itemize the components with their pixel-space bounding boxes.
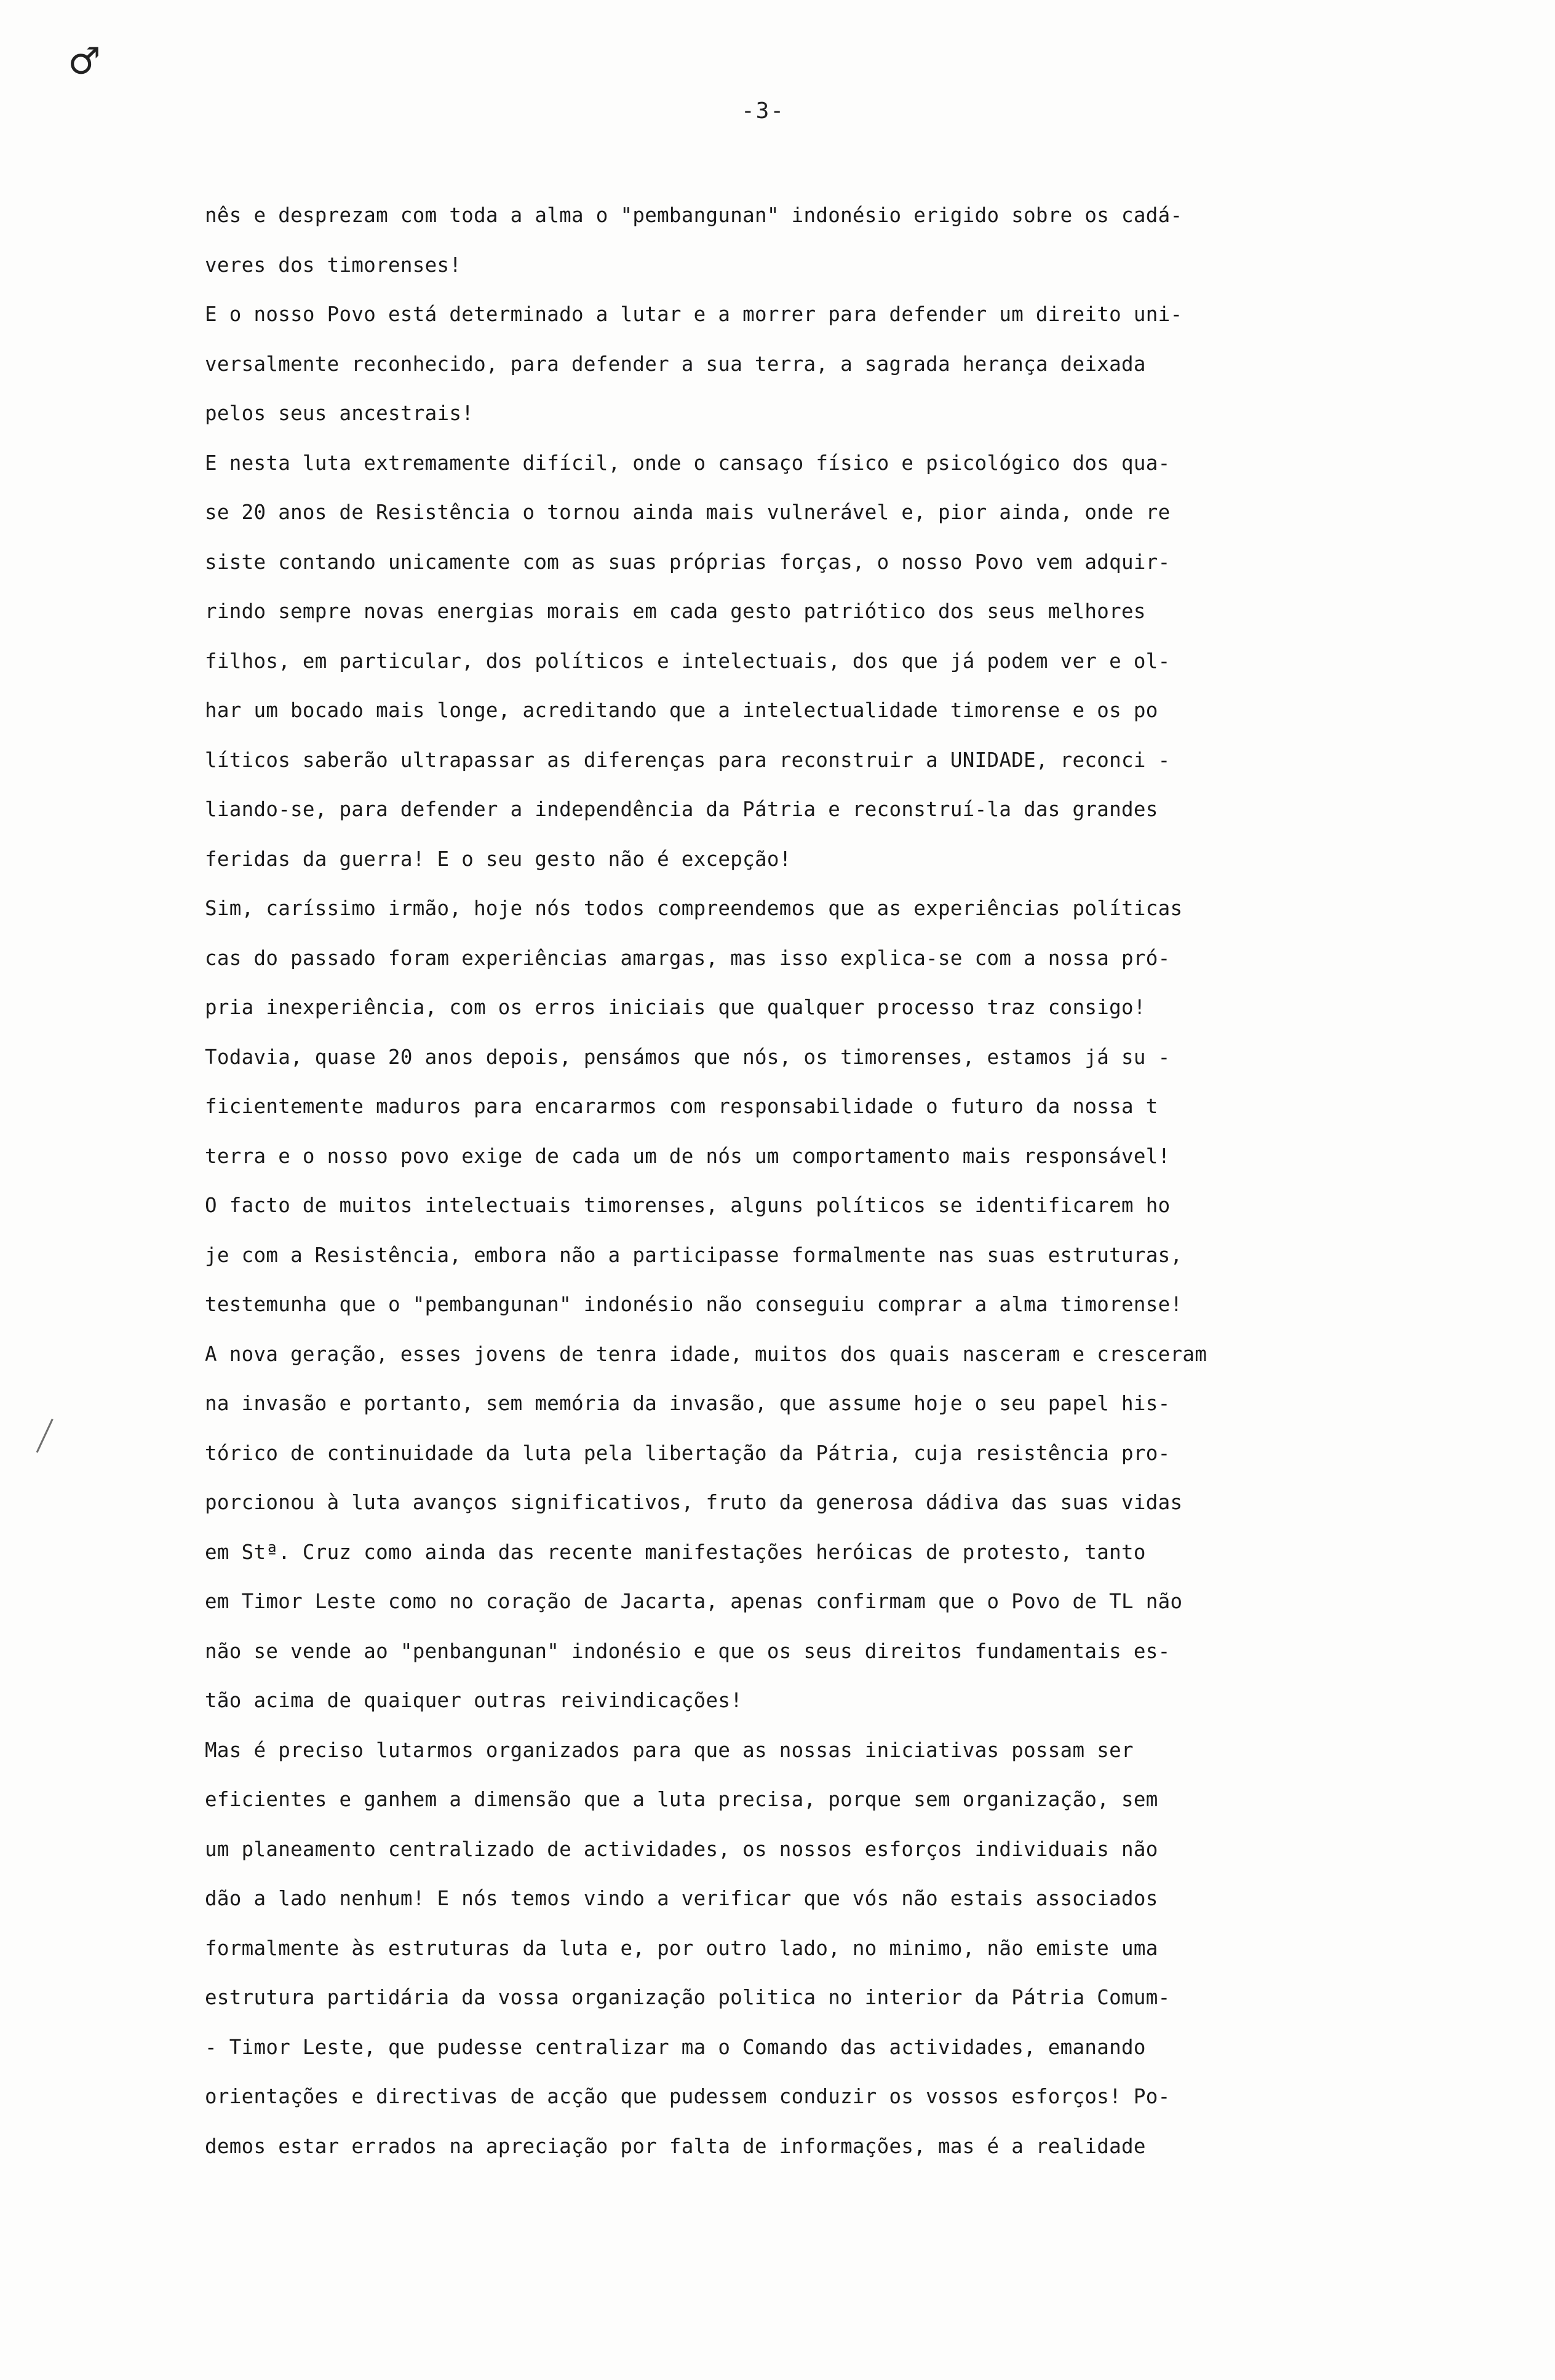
text-line: ficientemente maduros para encararmos com responsabilidade o futuro da nossa t: [205, 1095, 1158, 1118]
text-line: rindo sempre novas energias morais em cada gesto patriótico dos seus melhores: [205, 600, 1146, 623]
text-line: eficientes e ganhem a dimensão que a luta precisa, porque sem organização, sem: [205, 1788, 1158, 1811]
text-line: Mas é preciso lutarmos organizados para que as nossas iniciativas possam ser: [205, 1738, 1134, 1762]
text-line: estrutura partidária da vossa organização politica no interior da Pátria Comum-: [205, 1986, 1171, 2009]
text-line: nês e desprezam com toda a alma o "pembangunan" indonésio erigido sobre os cadá-: [205, 204, 1183, 227]
text-line: je com a Resistência, embora não a participasse formalmente nas suas estruturas,: [205, 1243, 1183, 1267]
text-line: formalmente às estruturas da luta e, por outro lado, no minimo, não emiste uma: [205, 1936, 1158, 1960]
text-line: Sim, caríssimo irmão, hoje nós todos compreendemos que as experiências políticas: [205, 897, 1183, 920]
text-line: líticos saberão ultrapassar as diferenças para reconstruir a UNIDADE, reconci -: [205, 748, 1171, 772]
text-line: um planeamento centralizado de actividades, os nossos esforços individuais não: [205, 1837, 1158, 1861]
text-line: siste contando unicamente com as suas próprias forças, o nosso Povo vem adquir-: [205, 550, 1171, 574]
text-line: dão a lado nenhum! E nós temos vindo a verificar que vós não estais associados: [205, 1887, 1158, 1910]
text-line: E nesta luta extremamente difícil, onde o cansaço físico e psicológico dos qua-: [205, 451, 1171, 475]
text-line: O facto de muitos intelectuais timorenses, alguns políticos se identificarem ho: [205, 1194, 1171, 1217]
text-line: A nova geração, esses jovens de tenra idade, muitos dos quais nasceram e cresceram: [205, 1342, 1207, 1366]
typed-letter-body: [205, 191, 1429, 2171]
text-line: em Stª. Cruz como ainda das recente manifestações heróicas de protesto, tanto: [205, 1540, 1146, 1564]
text-line: filhos, em particular, dos políticos e intelectuais, dos que já podem ver e ol-: [205, 649, 1171, 673]
text-line: orientações e directivas de acção que pudessem conduzir os vossos esforços! Po-: [205, 2085, 1171, 2108]
text-line: Todavia, quase 20 anos depois, pensámos que nós, os timorenses, estamos já su -: [205, 1045, 1171, 1069]
text-line: tórico de continuidade da luta pela libertação da Pátria, cuja resistência pro-: [205, 1441, 1171, 1465]
text-line: em Timor Leste como no coração de Jacarta, apenas confirmam que o Povo de TL não: [205, 1590, 1183, 1613]
text-line: pelos seus ancestrais!: [205, 402, 474, 425]
text-line: cas do passado foram experiências amargas, mas isso explica-se com a nossa pró-: [205, 946, 1171, 970]
text-line: se 20 anos de Resistência o tornou ainda mais vulnerável e, pior ainda, onde re: [205, 501, 1171, 524]
margin-pen-mark: [36, 1419, 68, 1460]
text-line: versalmente reconhecido, para defender a sua terra, a sagrada herança deixada: [205, 352, 1146, 376]
text-line: E o nosso Povo está determinado a lutar e a morrer para defender um direito uni-: [205, 303, 1183, 326]
page-number: -3-: [741, 98, 785, 124]
text-line: liando-se, para defender a independência da Pátria e reconstruí-la das grandes: [205, 798, 1158, 821]
text-line: veres dos timorenses!: [205, 253, 462, 277]
text-line: terra e o nosso povo exige de cada um de nós um comportamento mais responsável!: [205, 1144, 1171, 1168]
text-line: tão acima de quaiquer outras reivindicações!: [205, 1689, 743, 1712]
text-line: pria inexperiência, com os erros iniciais que qualquer processo traz consigo!: [205, 996, 1146, 1019]
text-line: feridas da guerra! E o seu gesto não é excepção!: [205, 847, 792, 871]
text-line: har um bocado mais longe, acreditando que a intelectualidade timorense e os po: [205, 699, 1158, 722]
text-line: testemunha que o "pembangunan" indonésio não conseguiu comprar a alma timorense!: [205, 1293, 1183, 1316]
text-line: não se vende ao "penbangunan" indonésio e que os seus direitos fundamentais es-: [205, 1639, 1171, 1663]
text-line: na invasão e portanto, sem memória da invasão, que assume hoje o seu papel his-: [205, 1392, 1171, 1415]
text-line: demos estar errados na apreciação por falta de informações, mas é a realidade: [205, 2134, 1146, 2158]
text-line: porcionou à luta avanços significativos, fruto da generosa dádiva das suas vidas: [205, 1491, 1183, 1514]
text-line: - Timor Leste, que pudesse centralizar ma o Comando das actividades, emanando: [205, 2035, 1146, 2059]
handwritten-corner-mark: ♂: [68, 40, 101, 83]
